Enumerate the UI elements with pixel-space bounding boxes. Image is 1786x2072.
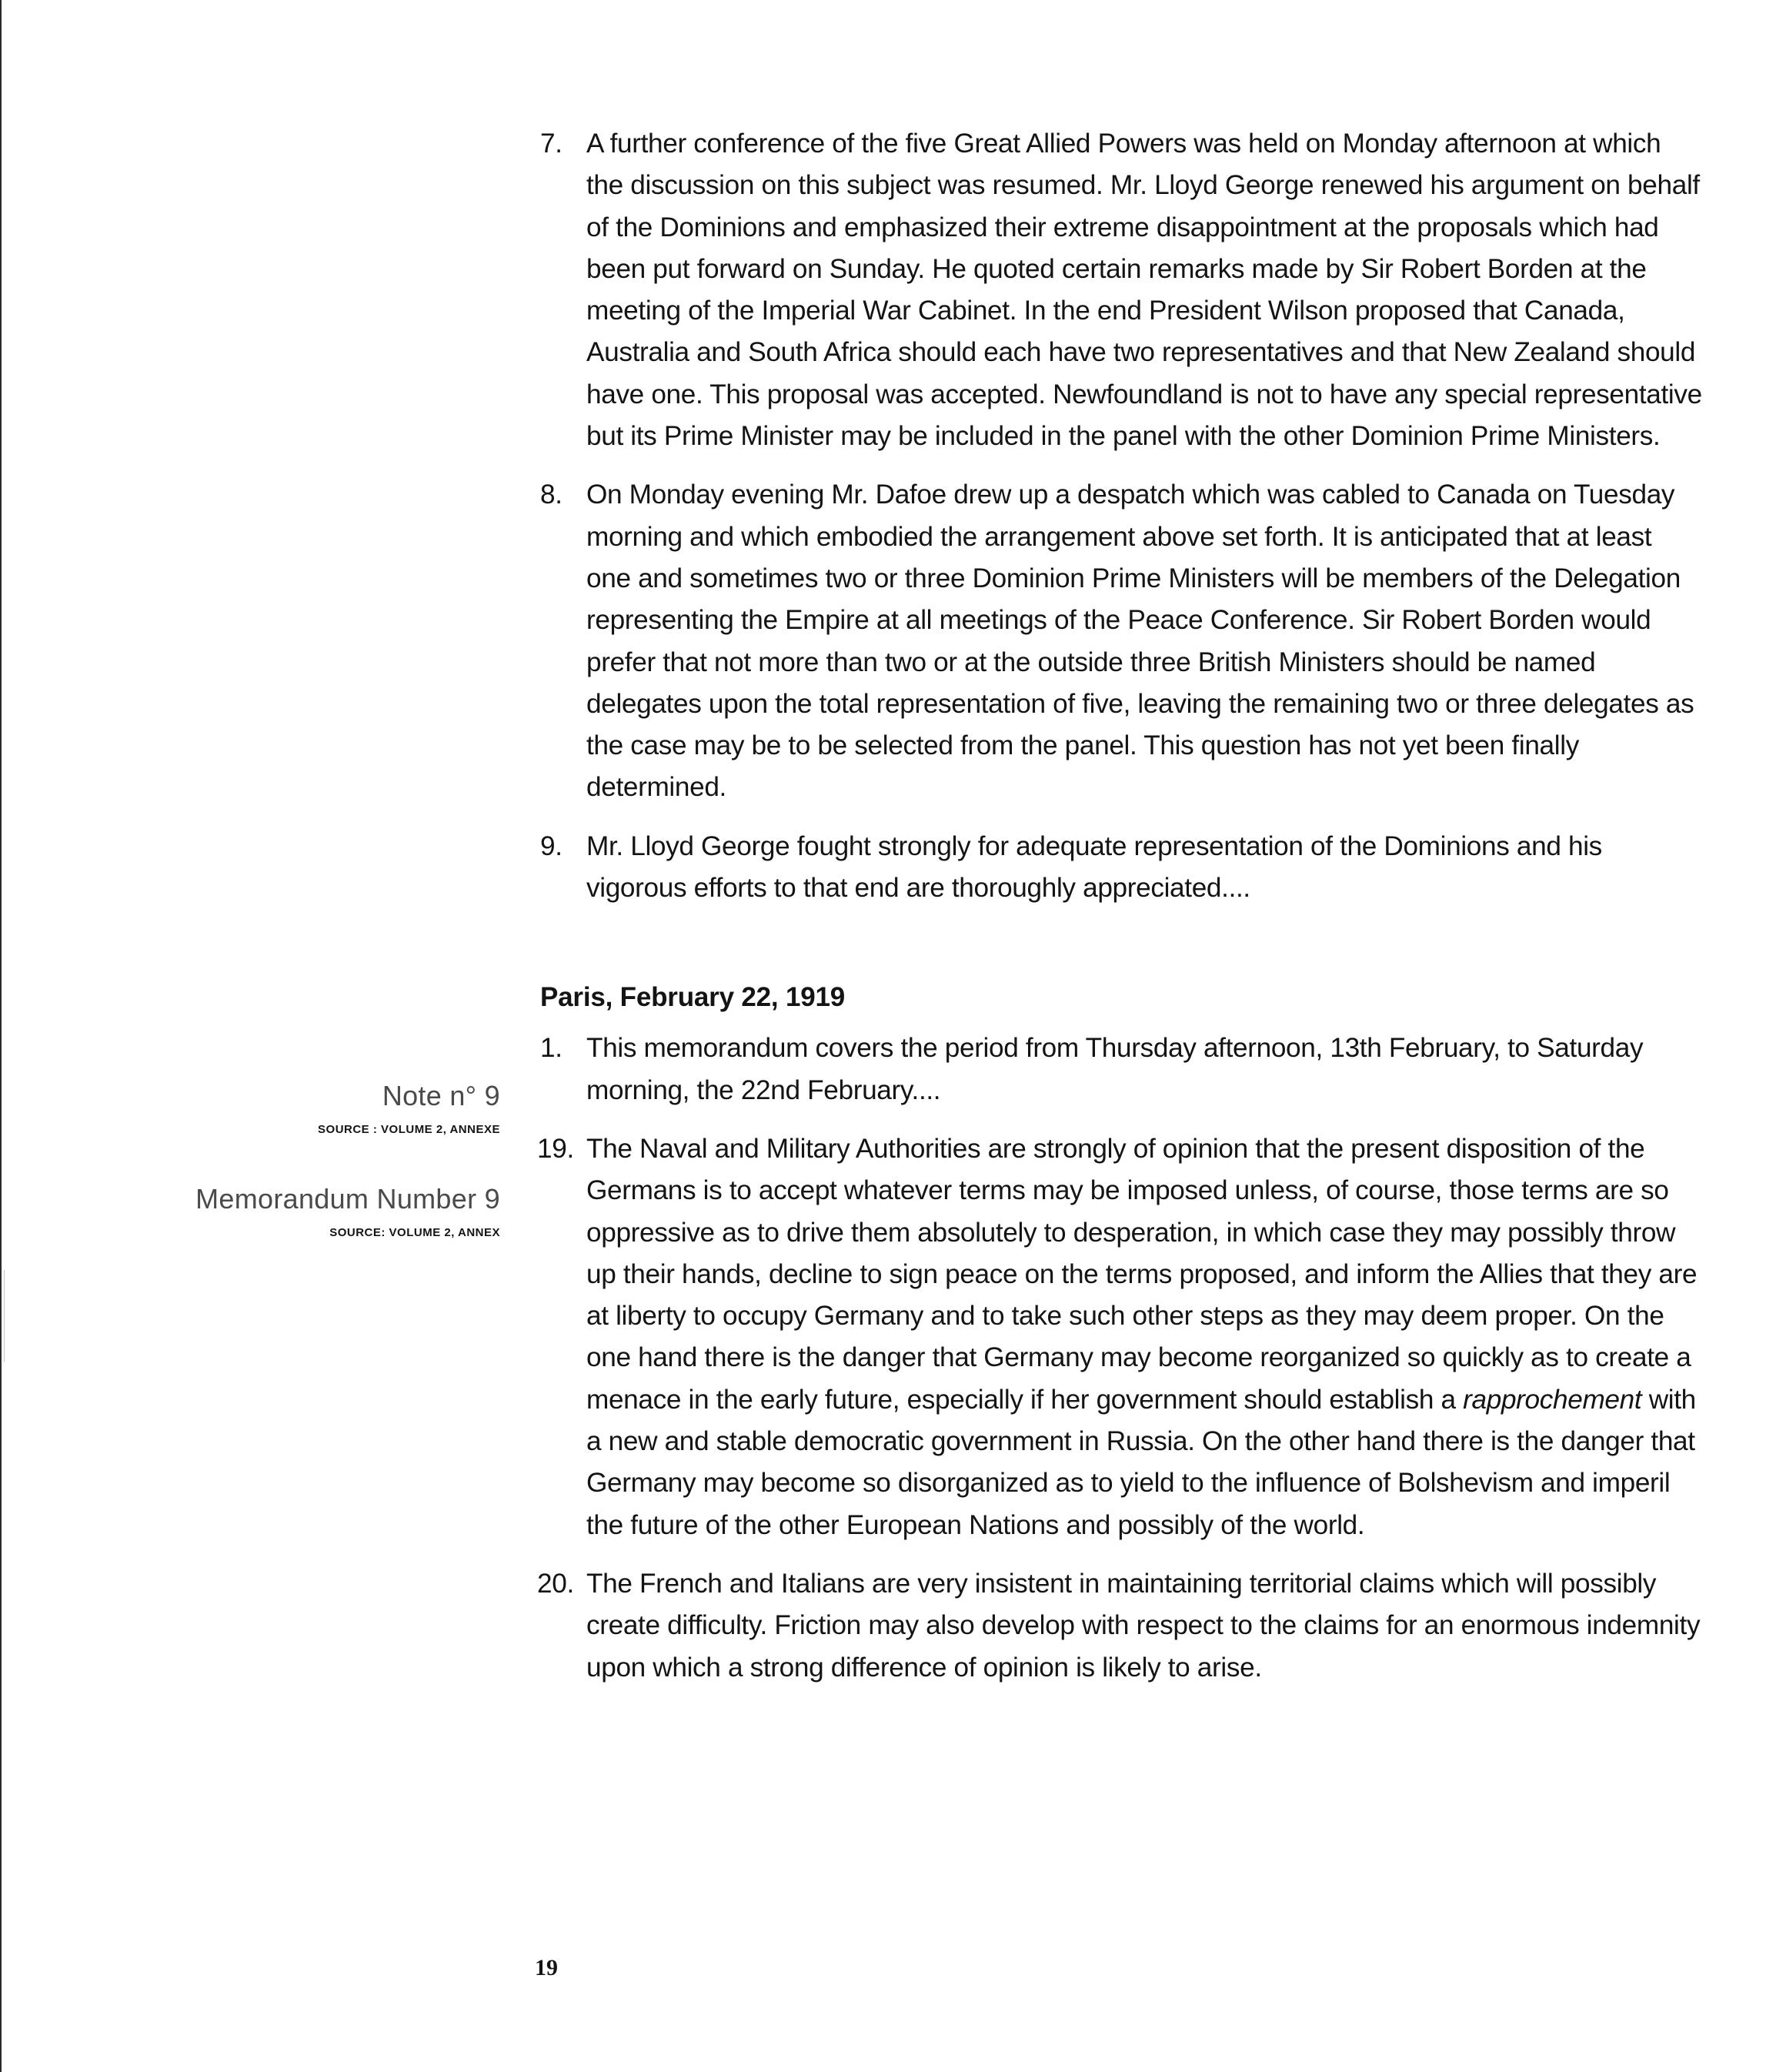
paragraph-text-continued: with a new and stable democratic government in Russia. On the other hand there is the danger that Germany may become so disorganized as to yield to the influence of Bolshevism and imperil the future of the other European Nations and possibly of the world. [586,1384,1696,1540]
paragraph-7 [540,123,1702,457]
side-note-english [195,1182,500,1242]
paragraph-8 [540,474,1702,808]
scan-edge-mark [4,1270,5,1362]
side-note-french [318,1079,500,1139]
paragraph-number: 1. [540,1033,563,1064]
side-note-source: SOURCE : VOLUME 2, ANNEXE [318,1123,500,1136]
side-note-source: SOURCE: VOLUME 2, ANNEX [329,1226,500,1239]
page-number: 19 [535,1955,558,1980]
paragraph-number: 7. [540,129,563,159]
paragraph-italic-term: rapprochement [1463,1384,1642,1415]
paragraph-1 [540,1028,1702,1111]
paragraph-9 [540,826,1702,910]
paragraph-text: The French and Italians are very insistent in maintaining territorial claims which will possibly create difficulty. Friction may also develop with respect to the claims for an enormous indemnity upon which a strong difference of opinion is likely to arise. [586,1568,1701,1683]
paragraph-number: 9. [540,830,563,861]
paragraph-text: On Monday evening Mr. Dafoe drew up a despatch which was cabled to Canada on Tuesday morning and which embodied the arrangement above set forth. It is anticipated that at least one and sometimes two or three Dominion Prime Ministers will be members of the Delegation representing the Empire at all meetings of the Peace Conference. Sir Robert Borden would prefer that not more than two or at the outside three British Ministers should be named delegates upon the total representation of five, leaving the remaining two or three delegates as the case may be to be selected from the panel. This question has not yet been finally determined. [586,480,1694,803]
side-note-title: Memorandum Number 9 [195,1183,500,1215]
paragraph-number: 8. [540,480,563,510]
section-heading: Paris, February 22, 1919 [540,982,846,1013]
paragraph-text: Mr. Lloyd George fought strongly for adequate representation of the Dominions and his vigorous efforts to that end are thoroughly appreciated.... [586,830,1602,904]
document-body [537,123,1702,1706]
paragraph-text: This memorandum covers the period from Thursday afternoon, 13th February, to Saturday morning, the 22nd February.... [586,1033,1644,1105]
paragraph-text: A further conference of the five Great Allied Powers was held on Monday afternoon at which the discussion on this subject was resumed. Mr. Lloyd George renewed his argument on behalf of the Dominions and emphasized their extreme disappointment at the proposals which had been put forward on Sunday. He quoted certain remarks made by Sir Robert Borden at the meeting of the Imperial War Cabinet. In the end President Wilson proposed that Canada, Australia and South Africa should each have two representatives and that New Zealand should have one. This proposal was accepted. Newfoundland is not to have any special representative but its Prime Minister may be included in the panel with the other Dominion Prime Ministers. [586,129,1702,452]
paragraph-20 [537,1563,1702,1689]
paragraph-number: 20. [537,1568,574,1599]
paragraph-19 [537,1128,1702,1546]
paragraph-text: The Naval and Military Authorities are strongly of opinion that the present disposition of the Germans is to accept whatever terms may be imposed unless, of course, those terms are so oppressive as to drive them absolutely to desperation, in which case they may possibly throw up their hands, decline to sign peace on the terms proposed, and inform the Allies that they are at liberty to occupy Germany and to take such other steps as they may deem proper. On the one hand there is the danger that Germany may become reorganized so quickly as to create a menace in the early future, especially if her government should establish a [586,1133,1698,1415]
scan-edge-line [0,0,2,2072]
side-note-title: Note n° 9 [382,1080,500,1111]
paragraph-number: 19. [537,1133,574,1164]
